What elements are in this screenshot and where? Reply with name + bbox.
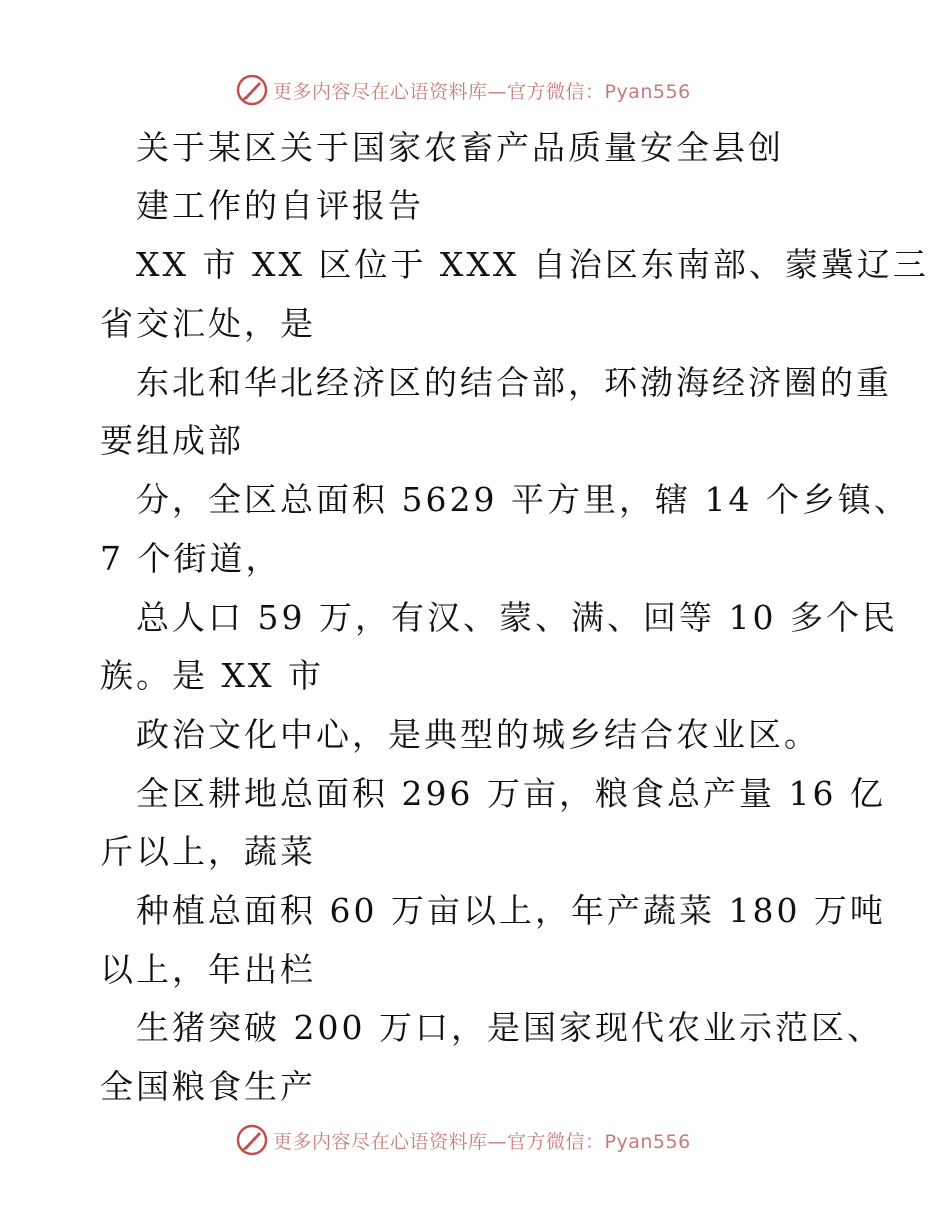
document-line: XX 市 XX 区位于 XXX 自治区东南部、蒙冀辽三 bbox=[136, 245, 929, 284]
document-line: 分，全区总面积 5629 平方里，辖 14 个乡镇、 bbox=[136, 480, 910, 519]
footer-banner-text: 更多内容尽在心语资料库—官方微信：Pyan556 bbox=[273, 1130, 691, 1153]
document-line: 政治文化中心，是典型的城乡结合农业区。 bbox=[136, 715, 820, 754]
document-line: 7 个街道， bbox=[100, 539, 282, 578]
document-line: 全区耕地总面积 296 万亩，粮食总产量 16 亿 bbox=[136, 774, 886, 813]
document-line: 东北和华北经济区的结合部，环渤海经济圈的重 bbox=[136, 363, 892, 402]
document-line: 以上，年出栏 bbox=[100, 950, 316, 989]
document-line: 总人口 59 万，有汉、蒙、满、回等 10 多个民 bbox=[136, 598, 898, 637]
document-line: 关于某区关于国家农畜产品质量安全县创 bbox=[136, 128, 784, 167]
footer-banner bbox=[235, 1120, 691, 1160]
document-line: 省交汇处，是 bbox=[100, 304, 316, 343]
document-line: 建工作的自评报告 bbox=[136, 186, 424, 225]
document-line: 全国粮食生产 bbox=[100, 1067, 316, 1106]
document-line: 种植总面积 60 万亩以上，年产蔬菜 180 万吨 bbox=[136, 891, 886, 930]
document-line: 族。是 XX 市 bbox=[100, 656, 324, 695]
header-banner-text: 更多内容尽在心语资料库—官方微信：Pyan556 bbox=[273, 80, 691, 103]
document-line: 斤以上，蔬菜 bbox=[100, 832, 316, 871]
feather-pen-logo-icon bbox=[235, 1123, 269, 1157]
document-line: 生猪突破 200 万口，是国家现代农业示范区、 bbox=[136, 1008, 883, 1047]
document-line: 要组成部 bbox=[100, 421, 244, 460]
